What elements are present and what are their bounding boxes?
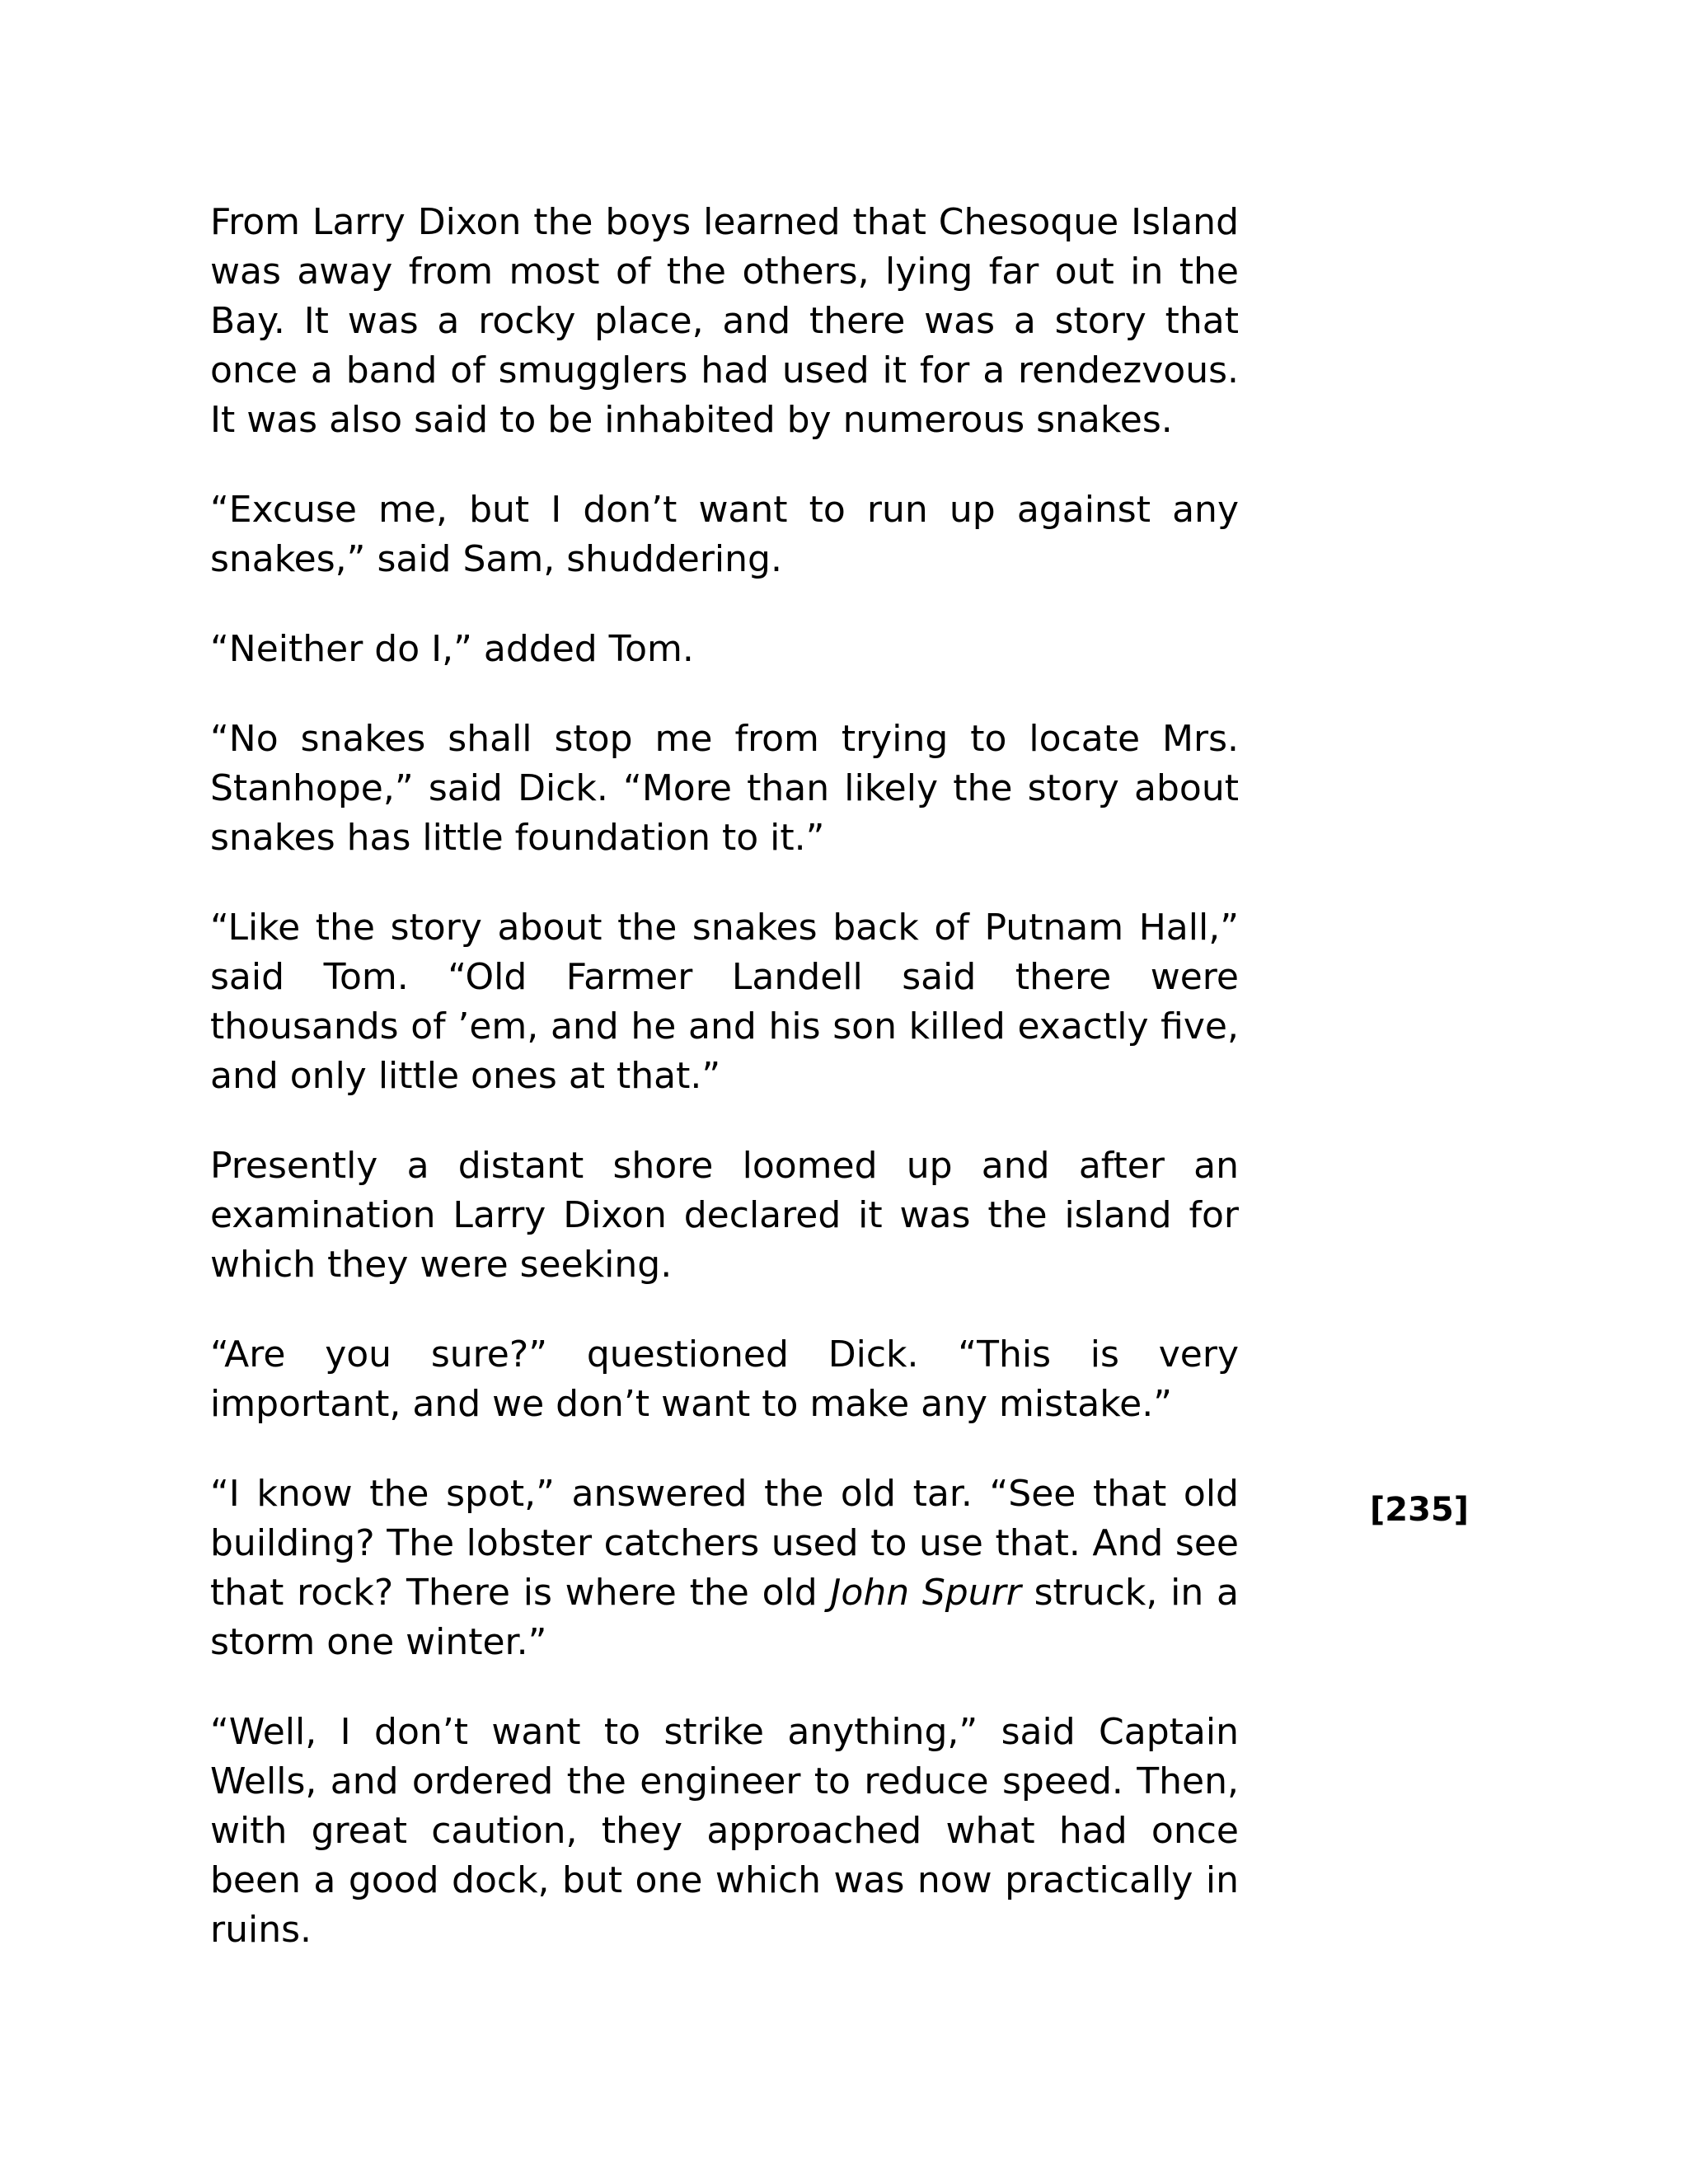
paragraph: “Excuse me, but I don’t want to run up against any snakes,” said Sam, shuddering. <box>210 489 1239 580</box>
paragraph: “Well, I don’t want to strike anything,” said Captain Wells, and ordered the engineer to reduce speed. Then, with great caution, they approached what had once been a good dock, but one which was now practically in ruins. <box>210 1711 1239 1951</box>
paragraph: “Are you sure?” questioned Dick. “This is very important, and we don’t want to make any mistake.” <box>210 1333 1239 1425</box>
paragraph <box>210 1469 1239 1667</box>
paragraph: “No snakes shall stop me from trying to locate Mrs. Stanhope,” said Dick. “More than likely the story about snakes has little foundation to it.” <box>210 718 1239 859</box>
paragraph: “Neither do I,” added Tom. <box>210 628 694 670</box>
text-column <box>210 198 1239 1995</box>
paragraph: “Like the story about the snakes back of Putnam Hall,” said Tom. “Old Farmer Landell said there were thousands of ’em, and he and his son killed exactly five, and only little ones at that.” <box>210 907 1239 1097</box>
paragraph-text: struck, in a storm one winter.” <box>210 1572 1239 1663</box>
paragraph: Presently a distant shore loomed up and after an examination Larry Dixon declared it was the island for which they were seeking. <box>210 1145 1239 1286</box>
ship-name: John Spurr <box>830 1572 1021 1614</box>
paragraph-text: “I know the spot,” answered the old tar. “See that old building? The lobster catchers used to use that. And see that rock? There is where the old <box>210 1473 1239 1614</box>
page-number: [235] <box>1370 1491 1470 1529</box>
paragraph: From Larry Dixon the boys learned that Chesoque Island was away from most of the others, lying far out in the Bay. It was a rocky place, and there was a story that once a band of smugglers had used it for a rendezvous. It was also said to be inhabited by numerous snakes. <box>210 201 1239 441</box>
